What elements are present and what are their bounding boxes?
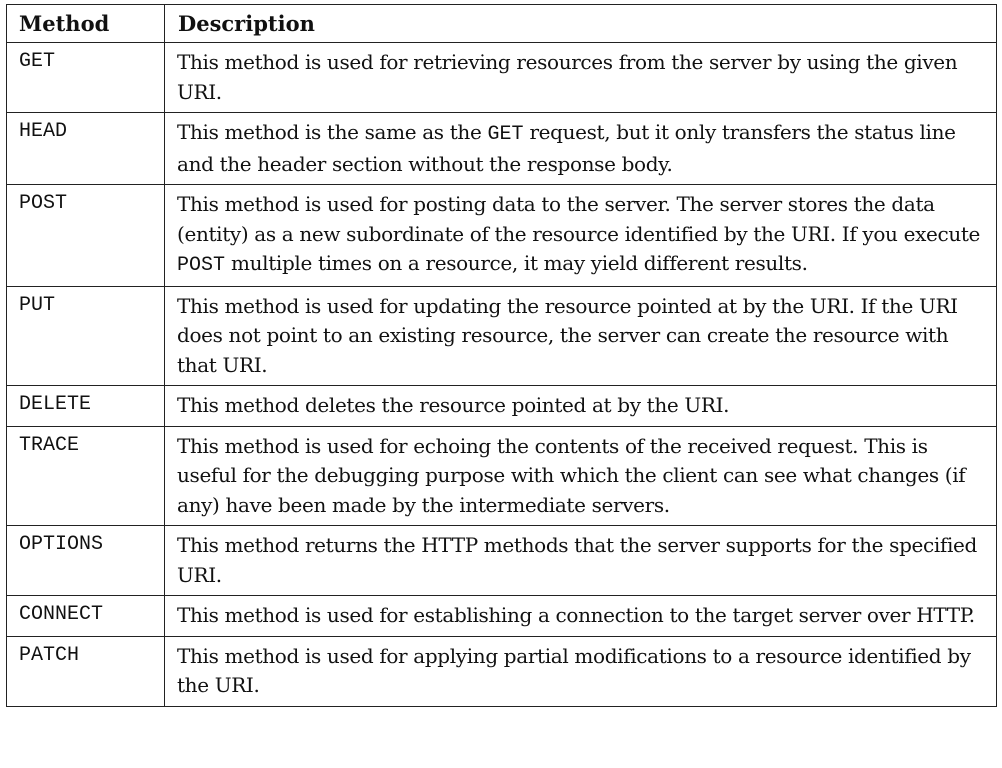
method-name: POST	[7, 185, 165, 287]
inline-code: POST	[177, 254, 226, 277]
method-description	[165, 526, 997, 596]
table-row	[7, 286, 997, 386]
description-text: This method returns the HTTP methods that the server supports for the specified URI.	[177, 533, 977, 587]
table-row	[7, 426, 997, 526]
header-row	[7, 5, 997, 43]
method-description	[165, 113, 997, 185]
method-name: DELETE	[7, 386, 165, 427]
method-name: HEAD	[7, 113, 165, 185]
table-row	[7, 526, 997, 596]
method-description	[165, 286, 997, 386]
description-text: This method is the same as the	[177, 120, 488, 144]
description-text: request, but it only transfers the status line and the header section without the response body.	[177, 120, 956, 176]
table-row	[7, 386, 997, 427]
description-text: This method is used for updating the resource pointed at by the URI. If the URI does not point to an existing resource, the server can create the resource with that URI.	[177, 293, 958, 377]
table-row	[7, 113, 997, 185]
description-text: This method deletes the resource pointed at by the URI.	[177, 393, 730, 417]
method-column-header: Method	[7, 5, 165, 43]
method-description	[165, 43, 997, 113]
table-row	[7, 596, 997, 637]
description-text: This method is used for posting data to the server. The server stores the data (entity) as a new subordinate of the resource identified by the URI. If you execute	[177, 192, 981, 246]
method-name: OPTIONS	[7, 526, 165, 596]
method-name: CONNECT	[7, 596, 165, 637]
method-name: GET	[7, 43, 165, 113]
method-description	[165, 185, 997, 287]
table-row	[7, 43, 997, 113]
description-text: This method is used for establishing a connection to the target server over HTTP.	[177, 603, 975, 627]
description-text: This method is used for applying partial modifications to a resource identified by the URI.	[177, 643, 971, 697]
description-text: This method is used for retrieving resources from the server by using the given URI.	[177, 50, 958, 104]
description-text: This method is used for echoing the contents of the received request. This is useful for the debugging purpose with which the client can see what changes (if any) have been made by the intermediate servers.	[177, 433, 966, 517]
table-row	[7, 185, 997, 287]
table-row	[7, 636, 997, 706]
http-methods-table	[6, 4, 997, 707]
method-name: PATCH	[7, 636, 165, 706]
method-name: PUT	[7, 286, 165, 386]
method-description	[165, 636, 997, 706]
table-body	[7, 43, 997, 707]
description-text: multiple times on a resource, it may yield different results.	[225, 251, 808, 275]
method-description	[165, 386, 997, 427]
description-column-header: Description	[165, 5, 997, 43]
inline-code: GET	[487, 123, 524, 146]
method-description	[165, 426, 997, 526]
method-description	[165, 596, 997, 637]
method-name: TRACE	[7, 426, 165, 526]
